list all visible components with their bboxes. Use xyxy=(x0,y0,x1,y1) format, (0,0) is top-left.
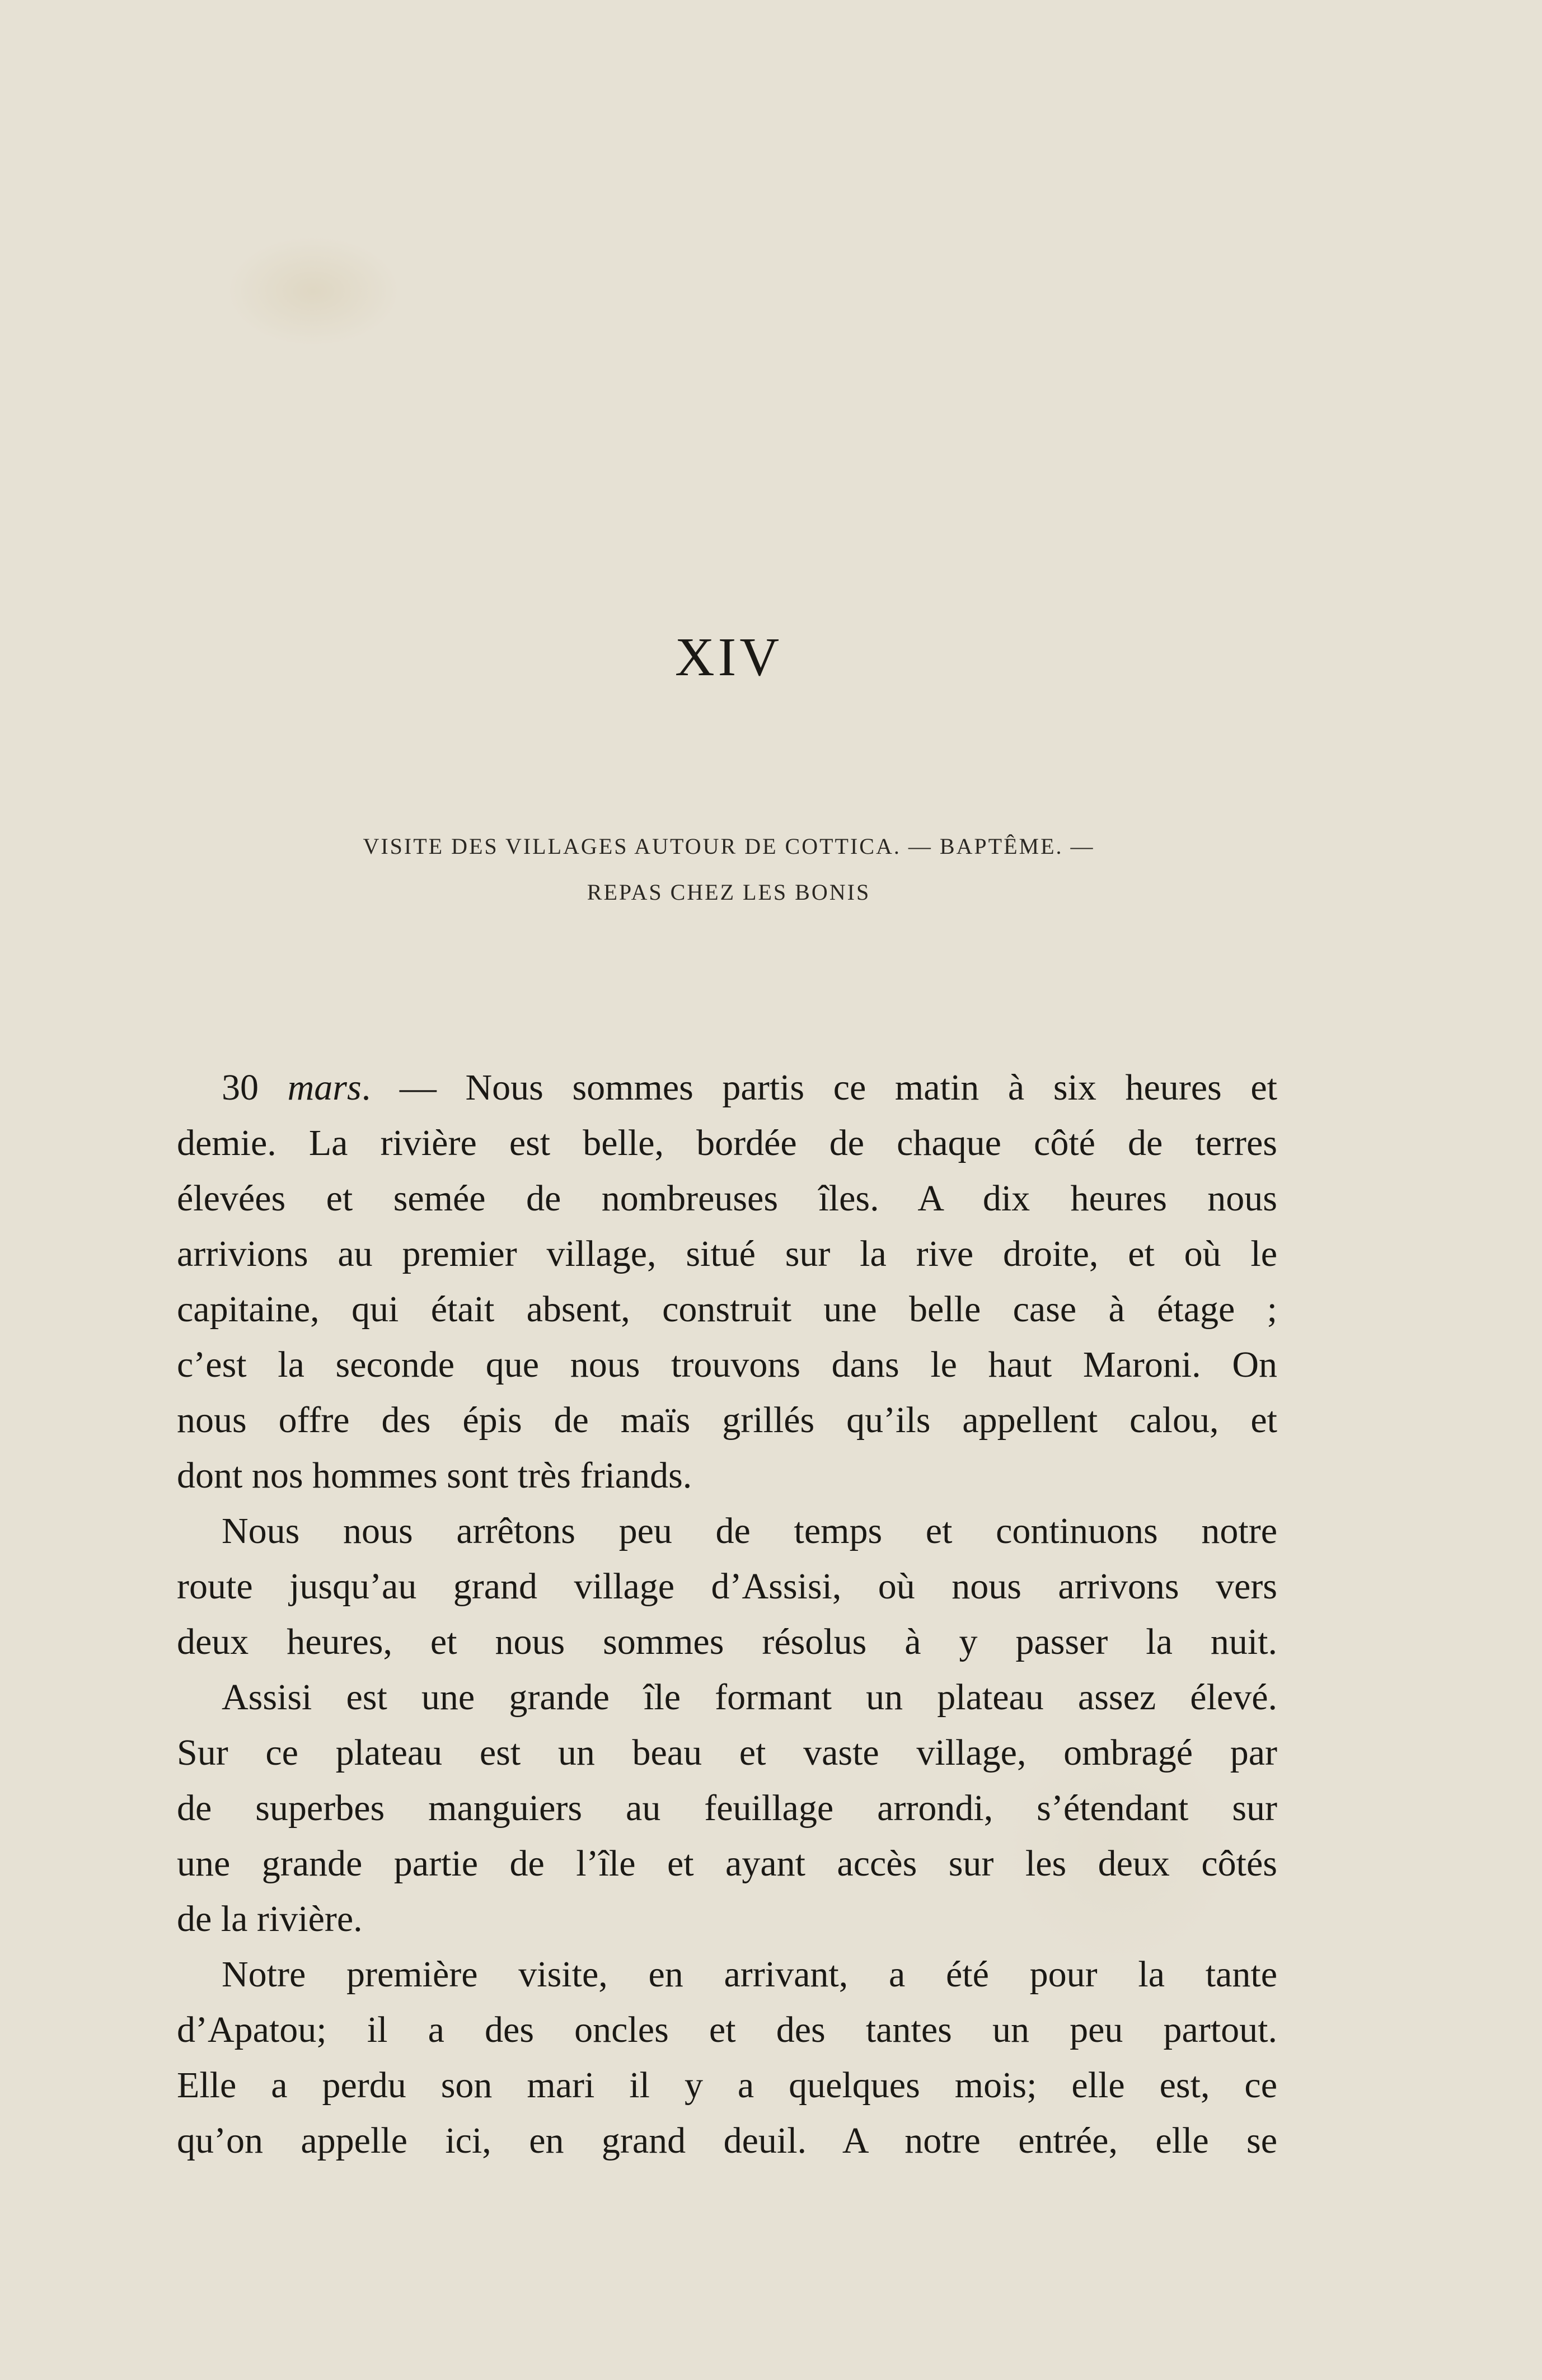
text-line: dont nos hommes sont très friands. xyxy=(177,1455,692,1496)
text-line: de superbes manguiers au feuillage arrondi, s’étendant sur xyxy=(177,1788,1277,1829)
text-line: d’Apatou; il a des oncles et des tantes un peu partout. xyxy=(177,2009,1277,2050)
chapter-subtitle-line-2: REPAS CHEZ LES BONIS xyxy=(587,880,871,905)
text-line: c’est la seconde que nous trouvons dans le haut Maroni. On xyxy=(177,1344,1277,1385)
first-line-text: . — Nous sommes partis ce matin à six heures et xyxy=(361,1067,1277,1108)
text-line: deux heures, et nous sommes résolus à y passer la nuit. xyxy=(177,1621,1277,1662)
date-day: 30 xyxy=(222,1067,259,1108)
paragraph-4-line-1: Notre première visite, en arrivant, a été pour la tante xyxy=(222,1954,1277,1995)
text-line: arrivions au premier village, situé sur la rive droite, et où le xyxy=(177,1233,1277,1274)
paragraph-2-line-1: Nous nous arrêtons peu de temps et continuons notre xyxy=(222,1511,1277,1551)
text-line: demie. La rivière est belle, bordée de chaque côté de terres xyxy=(177,1123,1277,1163)
text-line: de la rivière. xyxy=(177,1899,363,1939)
text-line: Elle a perdu son mari il y a quelques mois; elle est, ce xyxy=(177,2065,1277,2106)
text-line: Sur ce plateau est un beau et vaste village, ombragé par xyxy=(177,1732,1277,1773)
chapter-number: XIV xyxy=(674,627,783,688)
paragraph-1-line-1 xyxy=(177,1060,1277,1115)
text-line: élevées et semée de nombreuses îles. A dix heures nous xyxy=(177,1178,1277,1219)
text-line: route jusqu’au grand village d’Assisi, où nous arrivons vers xyxy=(177,1566,1277,1607)
text-line: capitaine, qui était absent, construit une belle case à étage ; xyxy=(177,1289,1277,1330)
date-month: mars xyxy=(287,1067,362,1108)
chapter-subtitle-line-1: VISITE DES VILLAGES AUTOUR DE COTTICA. — BAPTÊME. — xyxy=(363,834,1095,859)
text-line: nous offre des épis de maïs grillés qu’ils appellent calou, et xyxy=(177,1400,1277,1441)
paragraph-3-line-1: Assisi est une grande île formant un plateau assez élevé. xyxy=(222,1677,1277,1718)
text-line: qu’on appelle ici, en grand deuil. A notre entrée, elle se xyxy=(177,2120,1277,2161)
text-line: une grande partie de l’île et ayant accès sur les deux côtés xyxy=(177,1843,1277,1884)
body-text xyxy=(177,1060,1277,2168)
